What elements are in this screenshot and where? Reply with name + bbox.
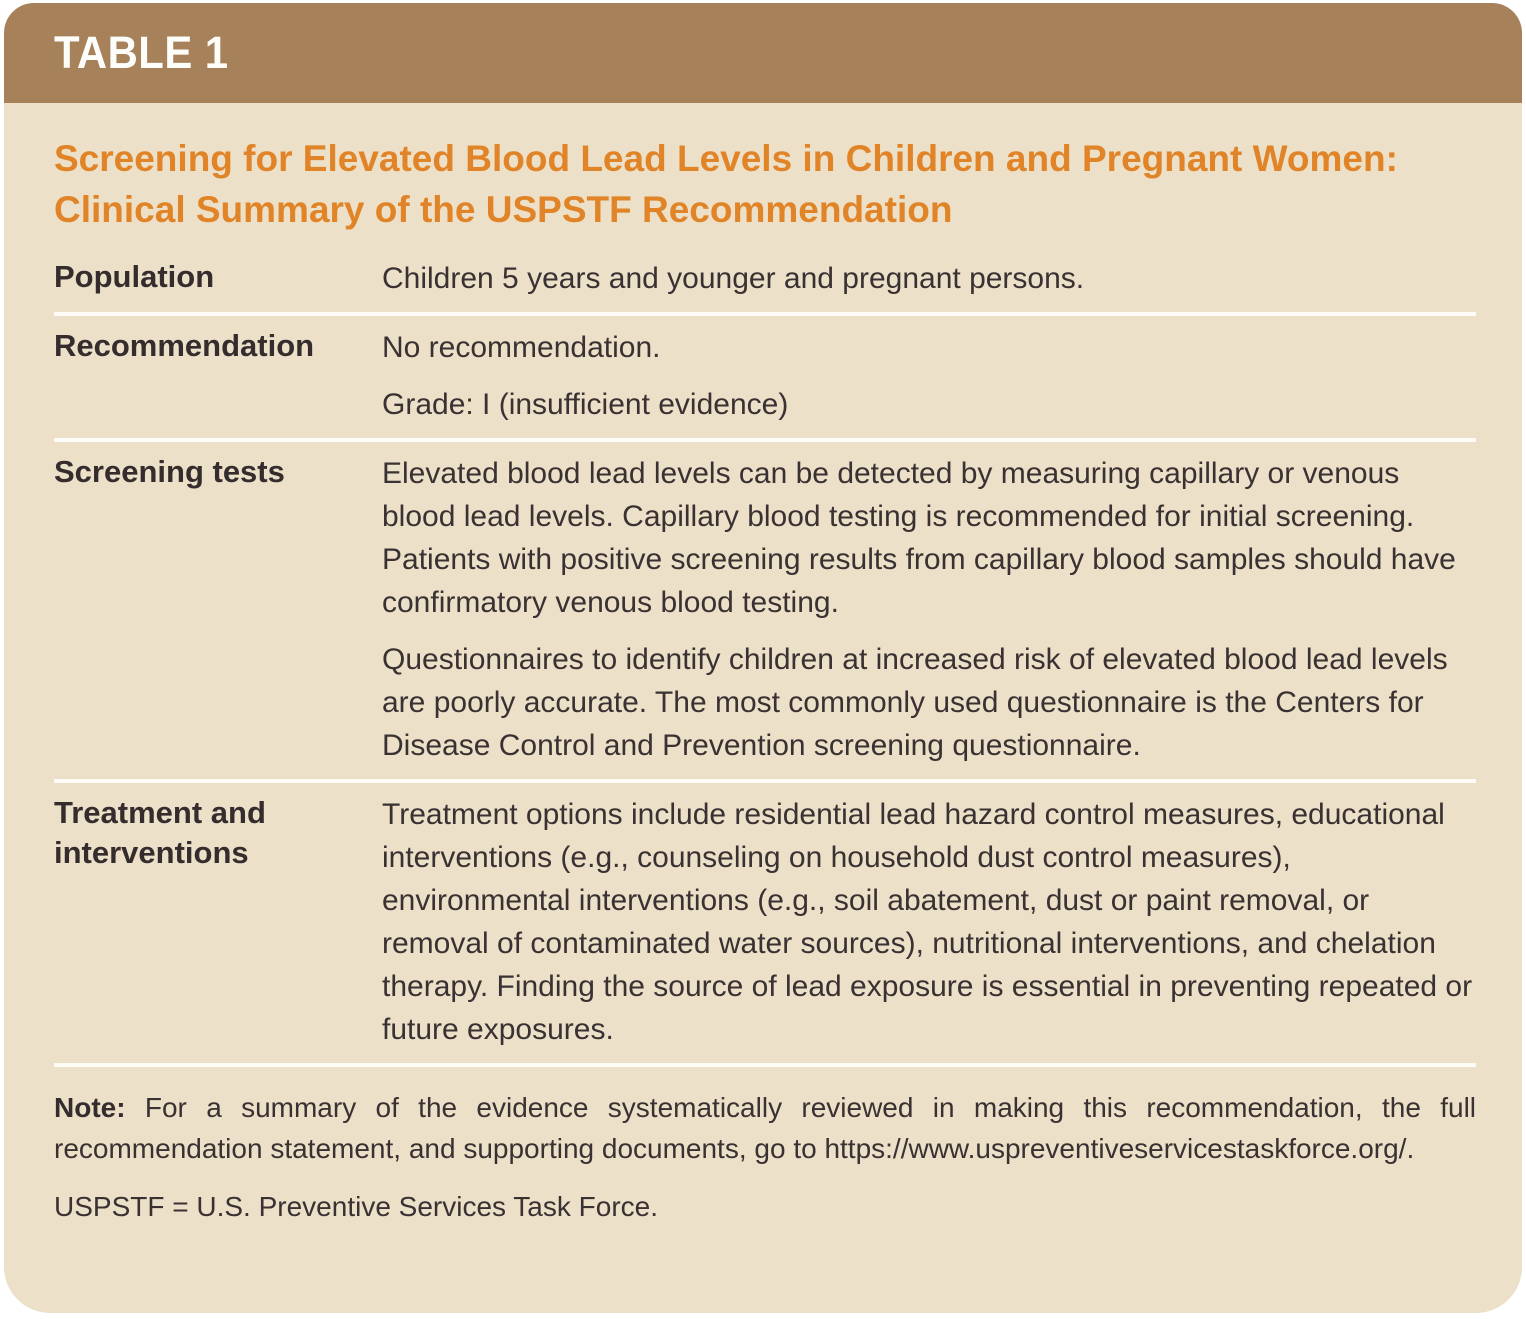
- row-value: [382, 793, 1476, 1051]
- table-card: [4, 3, 1522, 1313]
- table-title: Screening for Elevated Blood Lead Levels in Children and Pregnant Women: Clinical Summary of the USPSTF Recommendation: [54, 138, 1398, 230]
- value-paragraph: Treatment options include residential lead hazard control measures, educational interventions (e.g., counseling on household dust control measures), environmental interventions (e.g., soil abatement, dust or paint removal, or removal of contaminated water sources), nutritional interventions, and chelation therapy. Finding the source of lead exposure is essential in preventing repeated or future exposures.: [382, 798, 1473, 1046]
- abbreviation-note: USPSTF = U.S. Preventive Services Task Force.: [54, 1191, 659, 1222]
- value-paragraph: Children 5 years and younger and pregnant persons.: [382, 262, 1085, 295]
- footnote-label: Note:: [54, 1092, 126, 1123]
- footnote: [54, 1087, 1476, 1169]
- row-value: [382, 452, 1476, 767]
- row-value: [382, 326, 1476, 426]
- row-label: Screening tests: [54, 454, 285, 489]
- value-paragraph: Grade: I (insufficient evidence): [382, 388, 789, 421]
- table-body-panel: [4, 103, 1522, 1313]
- table-row-population: [54, 247, 1476, 316]
- row-label: Treatment and interventions: [54, 795, 266, 870]
- table-row-treatment-interventions: [54, 783, 1476, 1067]
- footnote-text: For a summary of the evidence systematically reviewed in making this recommendation, the full recommendation statement, and supporting documents, go to https://www.uspreventiveservicestaskforce.org/.: [54, 1092, 1477, 1164]
- row-label: Recommendation: [54, 328, 315, 363]
- table-header-bar: [4, 3, 1522, 103]
- table-row-recommendation: [54, 316, 1476, 442]
- table-row-screening-tests: [54, 442, 1476, 783]
- value-paragraph: Elevated blood lead levels can be detected by measuring capillary or venous blood lead levels. Capillary blood testing is recommended for initial screening. Patients with positive screening results from capillary blood samples should have confirmatory venous blood testing.: [382, 457, 1456, 619]
- value-paragraph: No recommendation.: [382, 331, 661, 364]
- value-paragraph: Questionnaires to identify children at increased risk of elevated blood lead levels are poorly accurate. The most commonly used questionnaire is the Centers for Disease Control and Prevention screening questionnaire.: [382, 643, 1448, 762]
- row-label: Population: [54, 259, 215, 294]
- summary-table: [54, 247, 1476, 1067]
- table-number-label: TABLE 1: [54, 27, 229, 78]
- row-value: [382, 257, 1476, 300]
